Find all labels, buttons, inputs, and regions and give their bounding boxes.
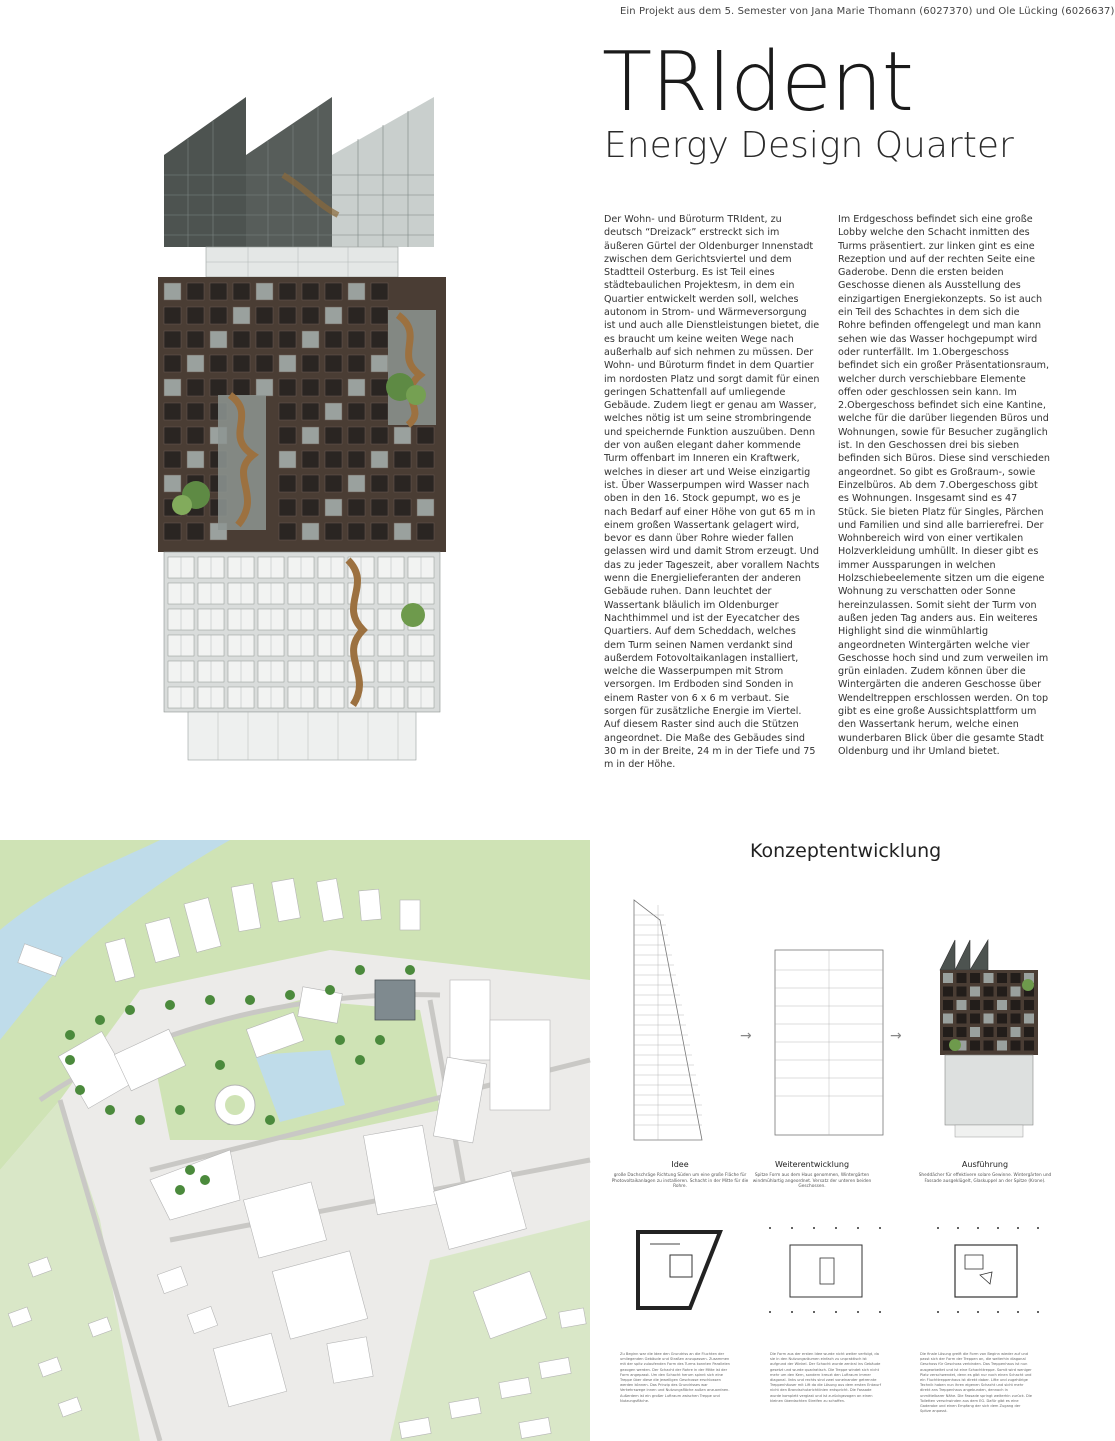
concept-note-final: Die finale Lösung greift die Form von Beginn wieder auf und passt sich der Form der Treppen an, die weiterhin diagonal Geschoss für Geschoss verbinden. Das Treppenhaus ist nun ausgearbeitet und ist eine Schachttreppe. Somit wird weniger Platz verschwendet, denn es gibt nur noch einen Schacht und ein Fluchttreppenhaus ist direkt daber. Lifte und zugehörige Technik haben nun ihren eigenen Schacht und sicht mehr direkt ans Treppenhaus angebunden, dennoch in unmittelbarer Nähe. Die Fassade springt weiterhin zurück. Die Toiletten verschwinden aus dem EG. Dafür gibt es eine Gaderobe und einen Empfang der sich dem Zugang der Spitze anpasst. — [920, 1352, 1032, 1414]
step-final-desc: Sheddächer für effektivere solare Gewinne. Wintergärten und Fassade ausgeklügelt, Glaskuppel an der Spitze (Krone). — [918, 1173, 1052, 1184]
trident-tower-marker — [375, 980, 415, 1020]
concept-idea-elevation — [634, 900, 752, 1140]
svg-text:→: → — [740, 1028, 752, 1044]
concept-elevations — [610, 895, 1050, 1140]
concept-heading: Konzeptentwicklung — [750, 840, 942, 862]
floor-plan-development — [790, 1245, 862, 1297]
step-idea-desc: große Dachschräge Richtung Süden um eine große Fläche für Photovoltaikanlagen zu installieren. Schacht in der Mitte für die Rohre. — [611, 1173, 749, 1190]
sawtooth-roof — [164, 97, 434, 247]
concept-final-elevation — [940, 940, 1038, 1137]
authors-line: Ein Projekt aus dem 5. Semester von Jana Marie Thomann (6027370) und Ole Lücking (6026637) — [620, 6, 1115, 17]
tower-elevation-drawing — [158, 95, 458, 760]
project-title: TRIdent — [602, 35, 913, 130]
floor-plan-final — [955, 1245, 1017, 1297]
description-text-right: Im Erdgeschoss befindet sich eine große Lobby welche den Schacht inmitten des Turms präsentiert. zur linken gint es eine Rezeption und auf der rechten Seite eine Gaderobe. Denn die ersten beiden Geschosse dienen als Ausstellung des einzigartigen Energiekonzepts. So ist auch ein Teil des Schachtes in dem sich die Rohre befinden offengelegt und man kann sehen wie das Wasser hochgepumpt wird oder runterfällt. Im 1.Obergeschoss befindet sich ein großer Präsentationsraum, welcher durch verschiebbare Elemente offen oder geschlossen sein kann. Im 2.Obergeschoss befindet sich eine Kantine, welche für die darüber liegenden Büros und Wohnungen, sowie für Besucher zugänglich ist. In den Geschossen drei bis sieben befinden sich Büros. Diese sind verschieden angeordnet. So gibt es Großraum-, sowie Einzelbüros. Ab dem 7.Obergeschoss gibt es Wohnungen. Insgesamt sind es 47 Stück. Sie bieten Platz für Singles, Pärchen und Familien und sind alle barrierefrei. Der Wohnbereich wird von einer vertikalen Holzverkleidung umhüllt. In dieser gibt es immer Aussparungen in welchen Holzschiebeelemente sitzen um die eigene Wohnung zu verschatten oder Sonne hereinzulassen. Somit sieht der Turm von außen jeden Tag anders aus. Ein weiteres Highlight sind die winmühlartig angeordneten Wintergärten welche vier Geschosse hoch sind und zum verweilen im grün einladen. Zudem können über die Wintergärten die anderen Geschosse über Wendeltreppen erschlossen werden. On top gibt es eine große Aussichtsplattform um den Wassertank herum, welche einen wunderbaren Blick über die gesamte Stadt Oldenburg und ihr Umland bietet. — [838, 214, 1050, 757]
step-development-desc: Spitze Form aus dem Haus genommen, Wintergärten windmühlartig angeordnet. Versatz der unteren beiden Geschossen. — [752, 1173, 872, 1190]
project-subtitle: Energy Design Quarter — [604, 125, 1014, 166]
concept-floor-plans — [620, 1220, 1050, 1320]
description-column-right — [838, 213, 1050, 758]
concept-note-development: Die Form aus der ersten Idee wurde nicht weiter verfolgt, da sie in den Nutzungsräumen einfach zu unpraktisch ist aufgrund der Winkel. Der Schacht wurde zentral ins Gebäude gesetzt und wurde quadratisch. Die Treppe windet sich nicht mehr um den Kern, sondern kreuzt den Luftraum immer diagonal. links und rechts sind zwei voneinander getrennte Treppenhäuser mit Lift da die Lösung aus dem ersten Entwurf nicht den Brandschutzrichtlinien entspricht. Die Fassade wurde komplett verglast und ist zurückgezogen an einen kleinen überdachten Streifen zu schaffen. — [770, 1352, 881, 1403]
floor-plan-idea — [638, 1232, 720, 1308]
concept-note-idea: Zu Beginn war die Idee den Grundriss an die Fluchten der umliegenden Gebäude und Straßen anzupassen. Zusammen mit der spitz zulaufenden Form des Turms konnten Parallelen gezogen werden. Der Schacht der Rohre in der Mitte ist der Form angepasst. Um den Schacht herum spinnt sich eine Treppe über diese die jeweiligen Geschosse erschlossen werden können. Das Prinzip des Grundrisses war Verkehrswege innen und Nutzungsfläche außen anzuordnen. Außerdem ist ein großer Luftraum zwischen Treppe und Nutzungsfläche. — [620, 1352, 730, 1403]
step-development-title: Weiterentwicklung — [774, 1160, 850, 1169]
site-plan-map — [0, 840, 590, 1441]
description-column-left — [604, 213, 820, 771]
tree-icon — [406, 385, 426, 405]
tree-icon — [401, 603, 425, 627]
tree-icon — [172, 495, 192, 515]
lobby-glass — [188, 712, 416, 760]
concept-development-elevation — [775, 950, 902, 1135]
step-idea-title: Idee — [671, 1160, 689, 1169]
step-final-title: Ausführung — [961, 1160, 1009, 1169]
svg-text:→: → — [890, 1028, 902, 1044]
description-text-left: Der Wohn- und Büroturm TRIdent, zu deutsch “Dreizack” erstreckt sich im äußeren Gürtel der Oldenburger Innenstadt zwischen dem Gerichtsviertel und dem Stadtteil Osterburg. Es ist Teil eines städtebaulichen Projektesm, in dem ein Quartier entwickelt werden soll, welches autonom in Strom- und Wärmeversorgung ist und auch alle Dienstleistungen bietet, die es braucht um keine weiten Wege nach außerhalb auf sich nehmen zu müssen. Der Wohn- und Büroturm findet in dem Quartier im nordosten Platz und sorgt damit für einen geringen Schattenfall auf umliegende Gebäude. Zudem liegt er genau am Wasser, welches nötig ist um seine strombringende und speichernde Funktion auszuüben. Denn der von außen elegant daher kommende Turm offenbart im Inneren ein Kraftwerk, welches in dieser art und Weise einzigartig ist. Über Wasserpumpen wird Wasser nach oben in den 16. Stock gepumpt, wo es je nach Bedarf auf einer Höhe von gut 65 m in einem großen Wassertank gelagert wird, bevor es dann über Rohre wieder fallen gelassen wird und damit Strom erzeugt. Und das zu jeder Tageszeit, aber vorallem Nachts wenn die Energielieferanten der anderen Gebäude ruhen. Dann leuchtet der Wassertank bläulich im Oldenburger Nachthimmel und ist der Eyecatcher des Quartiers. Auf dem Scheddach, welches dem Turm seinen Namen verdankt sind außerdem Fotovoltaikanlagen installiert, welche die Wasserpumpen mit Strom versorgen. Im Erdboden sind Sonden in einem Raster von 6 x 6 m verbaut. Sie sorgen für zusätzliche Energie im Viertel. Auf diesem Raster sind auch die Stützen angeordnet. Die Maße des Gebäudes sind 30 m in der Breite, 24 m in der Tiefe und 75 m in der Höhe. — [604, 214, 820, 771]
